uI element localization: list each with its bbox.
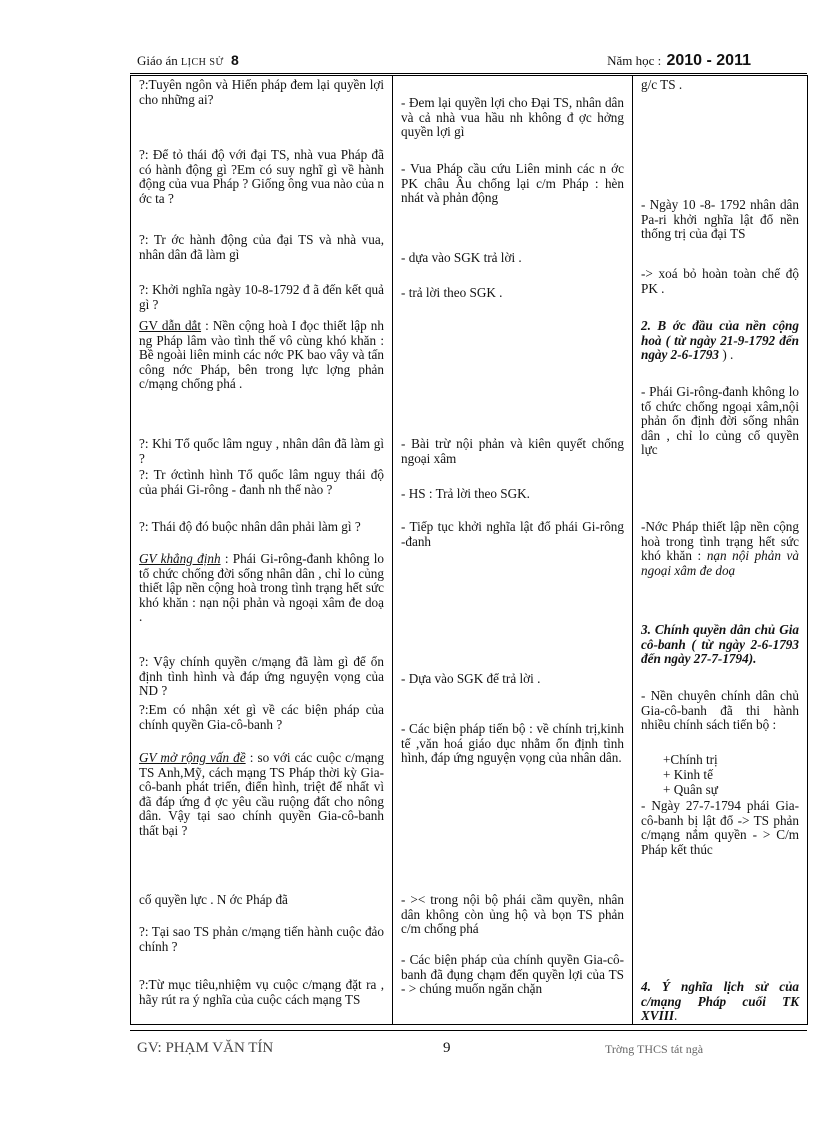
teacher-activity-column [131, 76, 393, 1025]
note-text: : Nền cộng hoà I đọc thiết lập nh ng Pháp lâm vào tình thế vô cùng khó khăn : Bề ngoài liên minh các nớc PK bao vây và tấn công nớc Pháp, bên trong lực lợng phản c/mạng chống phá . [139, 318, 384, 392]
content-text-main: -Nớc Pháp thiết lập nền cộng hoà trong tình trạng hết sức khó khăn : [641, 519, 799, 564]
page-header [137, 52, 807, 72]
question: ?: Tr ớctình hình Tổ quốc lâm nguy thái độ của phái Gi-rông - đanh nh thế nào ? [139, 467, 384, 497]
content-text: - Phái Gi-rông-đanh không lo tổ chức chống ngoại xâm,nội phản ổn định đời sống nhân dân , chỉ lo củng cố quyền lực [641, 384, 799, 458]
header-rule [130, 73, 807, 74]
note-text: : so với các cuộc c/mạng TS Anh,Mỹ, cách mạng TS Pháp thời kỳ Gia-cô-banh phát triển, điển hình, triệt để nhất vì đã đáp ứng đ ợc yêu cầu ruộng đất cho nông dân. Vậy tại sao chính quyền Gia-cô-banh thất bại ? [139, 750, 384, 838]
note-text: : Phái Gi-rông-đanh không lo tổ chức chống đời sống nhân dân , chỉ lo củng thiết lập nền cộng hoà trong tình trạng hết sức khó khăn : nạn nội phản và ngoại xâm đe doạ . [139, 551, 384, 625]
section-heading [641, 980, 799, 1024]
answer: - Vua Pháp cầu cứu Liên minh các n ớc PK châu Âu chống lại c/m Pháp : hèn nhát và phản động [401, 161, 624, 206]
list-item: + Quân sự [663, 782, 718, 797]
answer: - >< trong nội bộ phái cầm quyền, nhân dân không còn ủng hộ và bọn TS phản c/m chống phá [401, 892, 624, 937]
text-line: cố quyền lực . N ớc Pháp đã [139, 892, 288, 907]
answer: - Bài trừ nội phản và kiên quyết chống ngoại xâm [401, 436, 624, 466]
answer: - HS : Trả lời theo SGK. [401, 486, 530, 501]
note-label: GV khẳng định [139, 551, 221, 566]
list-item: + Kinh tế [663, 767, 713, 782]
content-text: -> xoá bỏ hoàn toàn chế độ PK . [641, 266, 799, 296]
answer: - Các biện pháp của chính quyền Gia-cô-banh đã đụng chạm đến quyền lợi của TS - > chúng muốn ngăn chặn [401, 952, 624, 997]
question: ?:Từ mục tiêu,nhiệm vụ cuộc c/mạng đặt ra , hãy rút ra ý nghĩa của cuộc cách mạng TS [139, 977, 384, 1007]
list-item: +Chính trị [663, 752, 718, 767]
grade: 8 [230, 52, 239, 68]
section-heading [641, 319, 799, 363]
answer: - trả lời theo SGK . [401, 285, 503, 300]
content-column [633, 76, 808, 1025]
heading-tail: . [674, 1008, 678, 1024]
note-label: GV dẫn dắt [139, 318, 202, 333]
note-label: GV mở rộng vấn đề [139, 750, 246, 765]
answer: - dựa vào SGK trả lời . [401, 250, 522, 265]
question: ?: Để tỏ thái độ với đại TS, nhà vua Pháp đã có hành động gì ?Em có suy nghĩ gì về hành động của vua Pháp ? Giống ông vua nào của n ớc ta ? [139, 147, 384, 206]
question: ?:Tuyên ngôn và Hiến pháp đem lại quyền lợi cho những ai? [139, 77, 384, 107]
year-label: Năm học : [607, 53, 662, 68]
footer-rule [130, 1030, 807, 1031]
subject-prefix: Giáo án [137, 53, 178, 68]
answer: - Tiếp tục khởi nghĩa lật đổ phái Gi-rông -đanh [401, 519, 624, 549]
content-text: - Ngày 10 -8- 1792 nhân dân Pa-ri khởi nghĩa lật đổ nền thống trị của đại TS [641, 197, 799, 242]
subject-name: LỊCH SỬ [181, 57, 224, 68]
question: ?: Vậy chính quyền c/mạng đã làm gì để ổn định tình hình và đáp ứng nguyện vọng của ND ? [139, 654, 384, 699]
content-text: g/c TS . [641, 77, 683, 92]
school-name: Trờng THCS tát ngà [605, 1042, 704, 1056]
answer: - Các biện pháp tiến bộ : về chính trị,kinh tế ,văn hoá giáo dục nhằm ổn định tình hình, đáp ứng nguyện vọng của nhân dân. [401, 721, 624, 766]
question: ?: Tại sao TS phản c/mạng tiến hành cuộc đảo chính ? [139, 924, 384, 954]
question: ?:Em có nhận xét gì về các biện pháp của chính quyền Gia-cô-banh ? [139, 702, 384, 732]
lesson-table [130, 75, 808, 1025]
teacher-note [139, 319, 384, 392]
content-text: - Nền chuyên chính dân chủ Gia-cô-banh đã thi hành nhiều chính sách tiến bộ : [641, 688, 799, 733]
heading-text: 4. Ý nghĩa lịch sử của c/mạng Pháp cuối TK XVIII [641, 979, 799, 1024]
heading-text: 2. B ớc đầu của nền cộng hoà ( từ ngày 21-9-1792 đến ngày 2-6-1793 [641, 318, 799, 363]
content-text: - Ngày 27-7-1794 phái Gia-cô-banh bị lật đổ -> TS phản c/mạng nắm quyền - > C/m Pháp kết thúc [641, 798, 799, 857]
content-text [641, 520, 799, 578]
page-number: 9 [443, 1040, 451, 1056]
teacher-note [139, 751, 384, 839]
heading-tail: ) . [719, 347, 734, 363]
student-activity-column [393, 76, 633, 1025]
answer: - Đem lại quyền lợi cho Đại TS, nhân dân và cả nhà vua hầu nh không đ ợc hởng quyền lợi gì [401, 95, 624, 140]
table-row [131, 76, 808, 1025]
question: ?: Khởi nghĩa ngày 10-8-1792 đ ã đến kết quả gì ? [139, 282, 384, 312]
question: ?: Tr ớc hành động của đại TS và nhà vua, nhân dân đã làm gì [139, 232, 384, 262]
question: ?: Thái độ đó buộc nhân dân phải làm gì ? [139, 519, 361, 534]
teacher-note [139, 552, 384, 625]
section-heading: 3. Chính quyền dân chủ Gia cô-banh ( từ ngày 2-6-1793 đến ngày 27-7-1794). [641, 622, 799, 667]
header-subject [137, 52, 239, 69]
content-text-emphasis: nạn nội phản và ngoại xâm đe doạ [641, 548, 799, 578]
page-footer [137, 1040, 807, 1064]
year-value: 2010 - 2011 [666, 52, 751, 69]
question: ?: Khi Tổ quốc lâm nguy , nhân dân đã làm gì ? [139, 436, 384, 466]
answer: - Dựa vào SGK để trả lời . [401, 671, 541, 686]
header-school-year [607, 52, 751, 70]
teacher-name: GV: PHẠM VĂN TÍN [137, 1040, 274, 1056]
